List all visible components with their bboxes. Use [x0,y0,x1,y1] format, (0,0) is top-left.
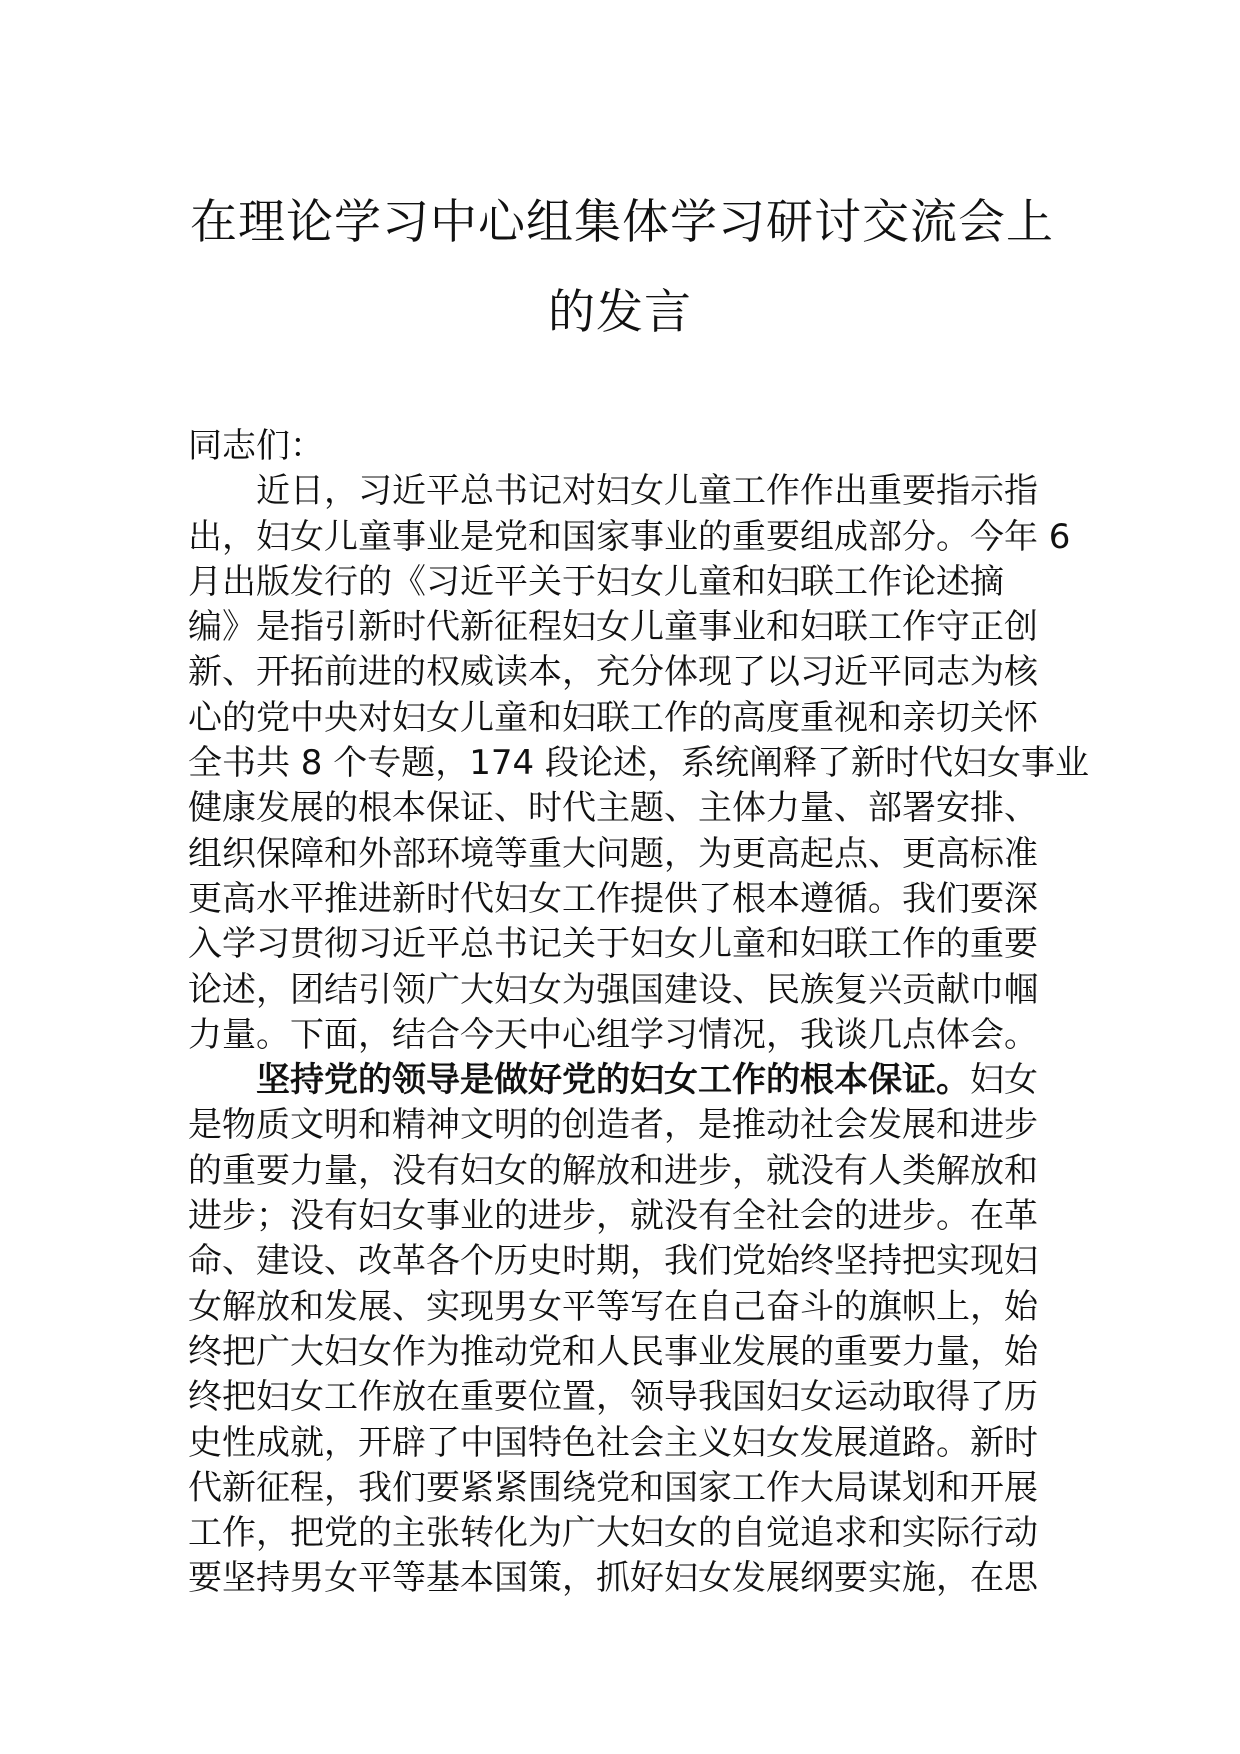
paragraph-first-line [188,1058,1062,1103]
paragraph-line: 力量。下面，结合今天中心组学习情况，我谈几点体会。 [188,1014,1038,1055]
document-title [190,178,1054,358]
paragraph-party-leadership [188,1058,1062,1602]
paragraph-line: 全书共 8 个专题，174 段论述，系统阐释了新时代妇女事业 [188,743,1089,784]
paragraph-line: 代新征程，我们要紧紧围绕党和国家工作大局谋划和开展 [188,1467,1038,1508]
title-line-2: 的发言 [548,285,692,340]
paragraph-line: 近日，习近平总书记对妇女儿童工作作出重要指示指 [256,471,1038,512]
paragraph-line: 终把妇女工作放在重要位置，领导我国妇女运动取得了历 [188,1377,1038,1418]
paragraph-line: 命、建设、改革各个历史时期，我们党始终坚持把实现妇 [188,1241,1038,1282]
paragraph-intro [188,469,1089,1058]
document-body [188,424,1089,1602]
paragraph-first-line-rest: 妇女 [970,1060,1038,1101]
salutation: 同志们： [188,426,324,466]
paragraph-line: 进步；没有妇女事业的进步，就没有全社会的进步。在革 [188,1196,1038,1237]
paragraph-line: 入学习贯彻习近平总书记关于妇女儿童和妇联工作的重要 [188,924,1038,965]
paragraph-line: 终把广大妇女作为推动党和人民事业发展的重要力量，始 [188,1331,1038,1372]
title-line-1: 在理论学习中心组集体学习研讨交流会上 [190,195,1054,250]
paragraph-line: 组织保障和外部环境等重大问题，为更高起点、更高标准 [188,833,1038,874]
paragraph-line: 编》是指引新时代新征程妇女儿童事业和妇联工作守正创 [188,607,1038,648]
paragraph-line: 月出版发行的《习近平关于妇女儿童和妇联工作论述摘 [188,561,1004,602]
paragraph-line: 的重要力量，没有妇女的解放和进步，就没有人类解放和 [188,1150,1038,1191]
paragraph-line: 史性成就，开辟了中国特色社会主义妇女发展道路。新时 [188,1422,1038,1463]
paragraph-line: 出，妇女儿童事业是党和国家事业的重要组成部分。今年 6 [188,516,1071,557]
paragraph-line: 是物质文明和精神文明的创造者，是推动社会发展和进步 [188,1105,1038,1146]
paragraph-line: 工作，把党的主张转化为广大妇女的自觉追求和实际行动 [188,1513,1038,1554]
paragraph-lead-sentence: 坚持党的领导是做好党的妇女工作的根本保证。 [256,1060,970,1101]
paragraph-line: 新、开拓前进的权威读本，充分体现了以习近平同志为核 [188,652,1038,693]
paragraph-line: 健康发展的根本保证、时代主题、主体力量、部署安排、 [188,788,1038,829]
paragraph-line: 更高水平推进新时代妇女工作提供了根本遵循。我们要深 [188,878,1038,919]
paragraph-line: 女解放和发展、实现男女平等写在自己奋斗的旗帜上，始 [188,1286,1038,1327]
paragraph-line: 心的党中央对妇女儿童和妇联工作的高度重视和亲切关怀 [188,697,1038,738]
paragraph-line: 要坚持男女平等基本国策，抓好妇女发展纲要实施，在思 [188,1558,1038,1599]
paragraph-line: 论述，团结引领广大妇女为强国建设、民族复兴贡献巾帼 [188,969,1038,1010]
